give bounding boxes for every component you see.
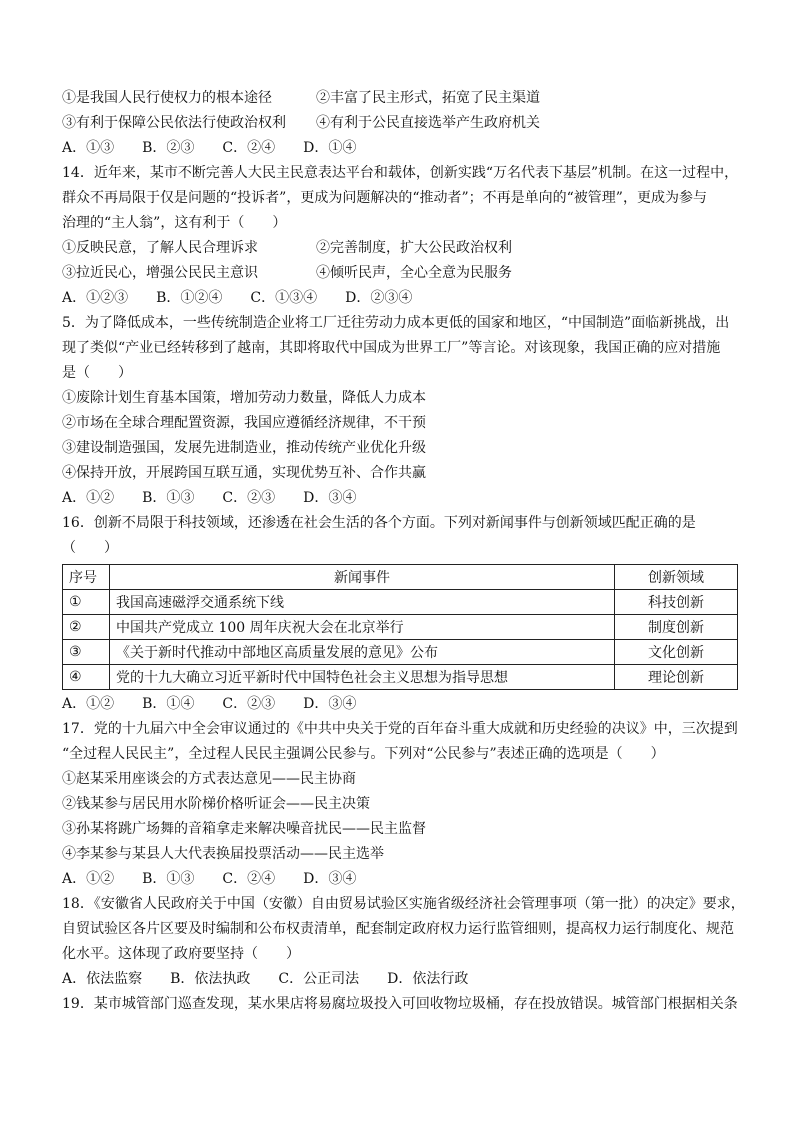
q17-answer-d: D．③④ [303, 871, 357, 887]
q13-answers [62, 136, 738, 161]
q14-answer-c: C．①③④ [250, 290, 318, 306]
q15-answer-d: D．③④ [303, 490, 357, 506]
q13-answer-c: C．②④ [222, 140, 276, 156]
q15-stem-line-3: 是（ ） [62, 365, 132, 381]
row-event: 《关于新时代推动中部地区高质量发展的意见》公布 [110, 640, 615, 665]
q16-stem-line-1: 16．创新不局限于科技领域，还渗透在社会生活的各个方面。下列对新闻事件与创新领域匹配正确的是 [62, 515, 696, 531]
q18-stem-line-2: 自贸试验区各片区要及时编制和公布权责清单，配套制定政府权力运行监管细则，提高权力运行制度化、规范 [62, 921, 734, 937]
row-domain: 理论创新 [615, 665, 738, 690]
q16-answer-c: C．②③ [222, 696, 276, 712]
q14-option-3: ③拉近民心，增强公民民主意识 [62, 265, 258, 281]
row-domain: 制度创新 [615, 615, 738, 640]
q14-stem-line-1: 14．近年来，某市不断完善人大民主民意表达平台和载体，创新实践“万名代表下基层”机制。在这一过程中， [62, 165, 739, 181]
q15-option-1: ①废除计划生育基本国策，增加劳动力数量，降低人力成本 [62, 390, 426, 406]
q15-stem-line-1: 5．为了降低成本，一些传统制造企业将工厂迁往劳动力成本更低的国家和地区，“中国制造”面临新挑战，出 [62, 315, 730, 331]
q15-answers [62, 486, 738, 511]
row-domain: 文化创新 [615, 640, 738, 665]
q14-options-row-1 [62, 236, 738, 261]
q15-answer-a: A．①② [62, 490, 115, 506]
q16-stem-line-2: （ ） [62, 540, 118, 556]
row-no: ④ [63, 665, 110, 690]
q13-option-1: ①是我国人民行使权力的根本途径 [62, 90, 272, 106]
row-event: 党的十九大确立习近平新时代中国特色社会主义思想为指导思想 [110, 665, 615, 690]
q18-answer-d: D．依法行政 [387, 971, 469, 987]
header-no: 序号 [63, 565, 110, 590]
q13-option-2: ②丰富了民主形式，拓宽了民主渠道 [316, 90, 540, 106]
q18-stem-line-1: 18．《安徽省人民政府关于中国（安徽）自由贸易试验区实施省级经济社会管理事项（第一批）的决定》要求， [62, 896, 745, 912]
row-event: 中国共产党成立 100 周年庆祝大会在北京举行 [110, 615, 615, 640]
q15-stem-line-2: 现了类似“产业已经转移到了越南，其即将取代中国成为世界工厂”等言论。对该现象，我国正确的应对措施 [62, 340, 721, 356]
q17-answer-c: C．②④ [222, 871, 276, 887]
q15-option-3: ③建设制造强国，发展先进制造业，推动传统产业优化升级 [62, 440, 426, 456]
q19-stem-line-1: 19．某市城管部门巡查发现，某水果店将易腐垃圾投入可回收物垃圾桶，存在投放错误。城管部门根据相关条 [62, 996, 738, 1012]
header-event: 新闻事件 [110, 565, 615, 590]
q14-stem-line-3: 治理的“主人翁”，这有利于（ ） [62, 215, 287, 231]
q17-stem-line-2: “全过程人民民主”，全过程人民民主强调公民参与。下列对“公民参与”表述正确的选项是（ ） [62, 746, 665, 762]
q17-answer-a: A．①② [62, 871, 115, 887]
q17-answer-b: B．①③ [142, 871, 195, 887]
q16-answers [62, 692, 738, 717]
q16-answer-d: D．③④ [303, 696, 357, 712]
q13-answer-b: B．②③ [142, 140, 195, 156]
row-event: 我国高速磁浮交通系统下线 [110, 590, 615, 615]
q17-option-4: ④李某参与某县人大代表换届投票活动——民主选举 [62, 846, 384, 862]
q13-option-4: ④有利于公民直接选举产生政府机关 [316, 115, 540, 131]
table-row [63, 590, 738, 615]
q15-answer-c: C．②③ [222, 490, 276, 506]
q17-option-2: ②钱某参与居民用水阶梯价格听证会——民主决策 [62, 796, 370, 812]
q14-option-1: ①反映民意，了解人民合理诉求 [62, 240, 258, 256]
row-domain: 科技创新 [615, 590, 738, 615]
q15-option-2: ②市场在全球合理配置资源，我国应遵循经济规律，不干预 [62, 415, 426, 431]
q14-answer-b: B．①②④ [156, 290, 223, 306]
q15-answer-b: B．①③ [142, 490, 195, 506]
q14-option-4: ④倾听民声，全心全意为民服务 [316, 265, 512, 281]
table-row [63, 640, 738, 665]
q14-options-row-2 [62, 261, 738, 286]
q13-answer-a: A．①③ [62, 140, 115, 156]
q18-answer-a: A．依法监察 [62, 971, 143, 987]
q17-option-1: ①赵某采用座谈会的方式表达意见——民主协商 [62, 771, 356, 787]
q16-answer-b: B．①④ [142, 696, 195, 712]
q14-answer-d: D．②③④ [345, 290, 413, 306]
q13-options-row-1 [62, 86, 738, 111]
q17-answers [62, 867, 738, 892]
q18-answer-c: C．公正司法 [278, 971, 360, 987]
exam-page [62, 86, 745, 1017]
row-no: ③ [63, 640, 110, 665]
news-table [62, 564, 738, 690]
q18-stem-line-3: 化水平。这体现了政府要坚持（ ） [62, 946, 300, 962]
q16-answer-a: A．①② [62, 696, 115, 712]
q17-stem-line-1: 17．党的十九届六中全会审议通过的《中共中央关于党的百年奋斗重大成就和历史经验的决议》中，三次提到 [62, 721, 738, 737]
row-no: ① [63, 590, 110, 615]
q13-options-row-2 [62, 111, 738, 136]
q14-answer-a: A．①②③ [62, 290, 129, 306]
q14-option-2: ②完善制度，扩大公民政治权利 [316, 240, 512, 256]
q18-answers [62, 967, 738, 992]
q15-option-4: ④保持开放，开展跨国互联互通，实现优势互补、合作共赢 [62, 465, 426, 481]
q13-answer-d: D．①④ [303, 140, 357, 156]
q18-answer-b: B．依法执政 [170, 971, 251, 987]
q14-stem-line-2: 群众不再局限于仅是问题的“投诉者”，更成为问题解决的“推动者”；不再是单向的“被管理”，更成为参与 [62, 190, 707, 206]
q13-option-3: ③有利于保障公民依法行使政治权利 [62, 115, 286, 131]
header-domain: 创新领域 [615, 565, 738, 590]
row-no: ② [63, 615, 110, 640]
table-row [63, 615, 738, 640]
q14-answers [62, 286, 738, 311]
table-row [63, 665, 738, 690]
news-table-header [63, 565, 738, 590]
q17-option-3: ③孙某将跳广场舞的音箱拿走来解决噪音扰民——民主监督 [62, 821, 426, 837]
